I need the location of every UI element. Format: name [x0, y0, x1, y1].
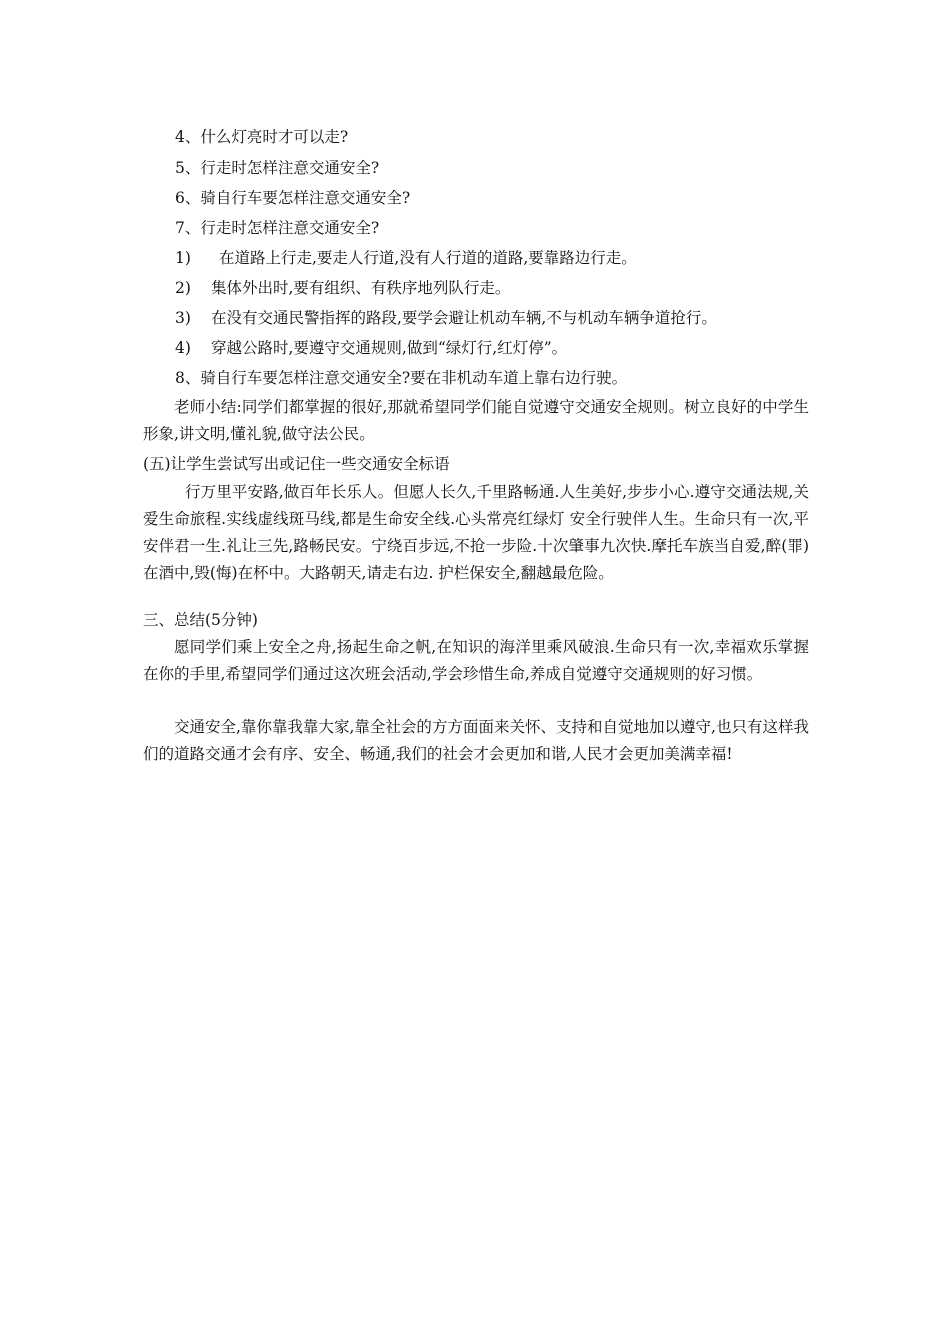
question-6: 6、骑自行车要怎样注意交通安全? — [175, 189, 411, 207]
rule-text: 在道路上行走,要走人行道,没有人行道的道路,要靠路边行走。 — [219, 249, 637, 267]
conclusion-paragraph-1: 愿同学们乘上安全之舟,扬起生命之帆,在知识的海洋里乘风破浪.生命只有一次,幸福欢乐掌握在你的手里,希望同学们通过这次班会活动,学会珍惜生命,养成自觉遵守交通规则的好习惯。 — [143, 638, 809, 683]
rule-item — [175, 337, 567, 359]
rule-text: 在没有交通民警指挥的路段,要学会避让机动车辆,不与机动车辆争道抢行。 — [211, 309, 717, 327]
rule-number: 4) — [175, 339, 191, 357]
question-4: 4、什么灯亮时才可以走? — [175, 128, 349, 146]
rule-number: 2) — [175, 279, 191, 297]
teacher-summary: 老师小结:同学们都掌握的很好,那就希望同学们能自觉遵守交通安全规则。树立良好的中学生形象,讲文明,懂礼貌,做守法公民。 — [143, 398, 809, 443]
section-5-heading: (五)让学生尝试写出或记住一些交通安全标语 — [143, 455, 450, 473]
safety-slogans: 行万里平安路,做百年长乐人。但愿人长久,千里路畅通.人生美好,步步小心.遵守交通法规,关爱生命旅程.实线虚线斑马线,都是生命安全线.心头常亮红绿灯 安全行驶伴人生。生命只有一次,平安伴君一生.礼让三先,路畅民安。宁绕百步远,不抢一步险.十次肇事九次快.摩托车族当自爱,醉(罪)在酒中,毁(悔)在杯中。大路朝天,请走右边. 护栏保安全,翻越最危险。 — [143, 483, 809, 582]
rule-number: 3) — [175, 309, 191, 327]
rule-item — [175, 307, 717, 329]
question-5: 5、行走时怎样注意交通安全? — [175, 159, 380, 177]
rule-text: 穿越公路时,要遵守交通规则,做到“绿灯行,红灯停”。 — [211, 339, 568, 357]
question-7: 7、行走时怎样注意交通安全? — [175, 219, 380, 237]
rule-item — [175, 277, 510, 299]
rule-text: 集体外出时,要有组织、有秩序地列队行走。 — [211, 279, 511, 297]
rule-item — [175, 247, 637, 269]
rule-number: 1) — [175, 249, 191, 267]
conclusion-paragraph-2: 交通安全,靠你靠我靠大家,靠全社会的方方面面来关怀、支持和自觉地加以遵守,也只有这样我们的道路交通才会有序、安全、畅通,我们的社会才会更加和谐,人民才会更加美满幸福! — [143, 718, 809, 763]
question-8: 8、骑自行车要怎样注意交通安全?要在非机动车道上靠右边行驶。 — [175, 369, 628, 387]
section-3-heading: 三、总结(5分钟) — [143, 611, 258, 629]
